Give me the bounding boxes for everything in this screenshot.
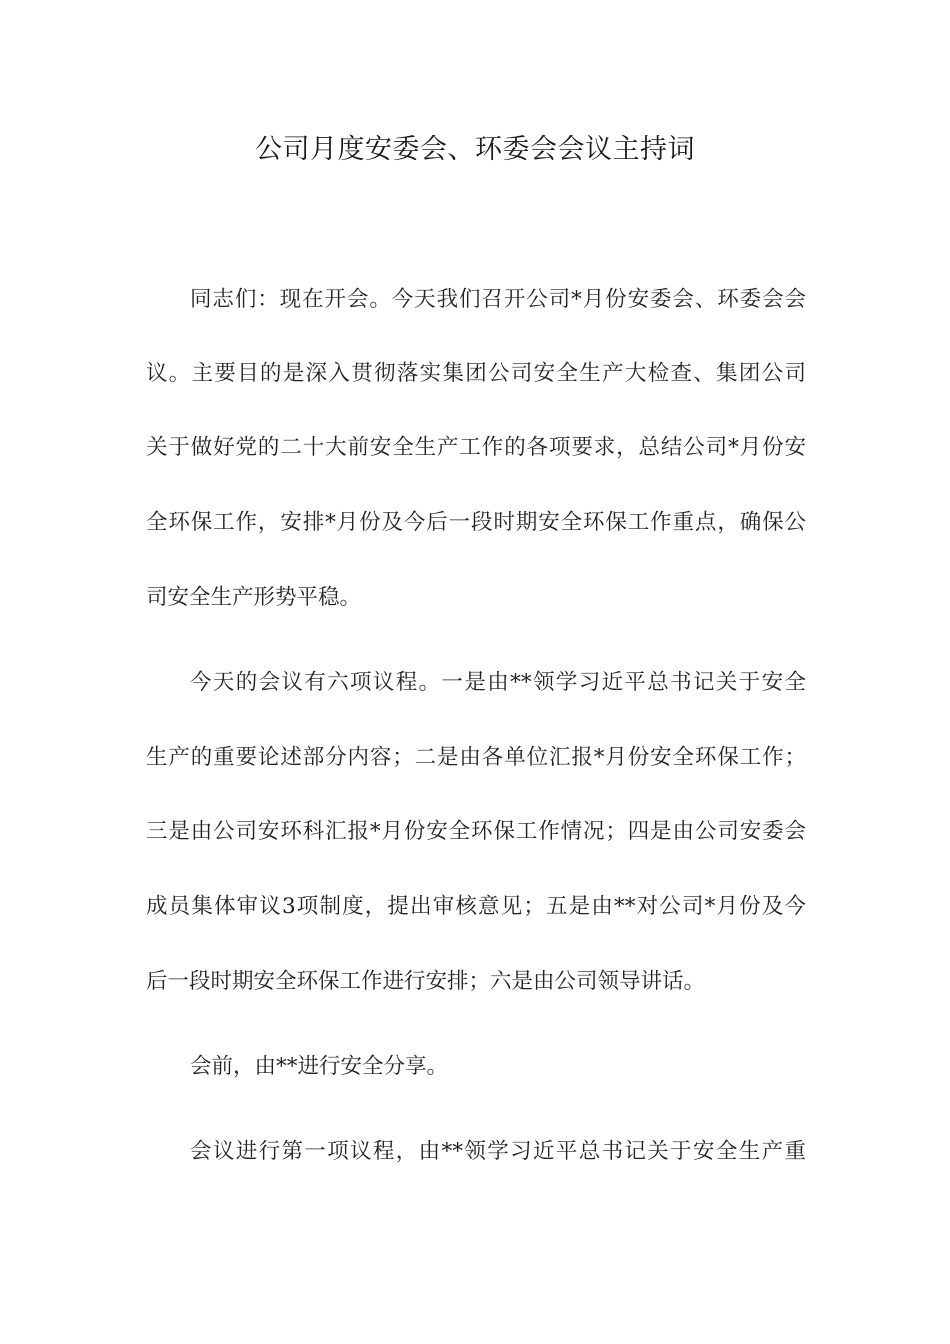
paragraph-line: 三是由公司安环科汇报*月份安全环保工作情况；四是由公司安委会: [146, 819, 806, 844]
paragraph-line: 司安全生产形势平稳。: [146, 585, 362, 610]
paragraph-line: 会前，由**进行安全分享。: [190, 1054, 449, 1079]
document-title: 公司月度安委会、环委会会议主持词: [255, 134, 695, 165]
paragraph-line: 全环保工作，安排*月份及今后一段时期安全环保工作重点，确保公: [146, 510, 806, 535]
paragraph-line: 生产的重要论述部分内容；二是由各单位汇报*月份安全环保工作；: [146, 745, 806, 770]
paragraph-line: 会议进行第一项议程，由**领学习近平总书记关于安全生产重: [190, 1139, 806, 1164]
paragraph-line: 后一段时期安全环保工作进行安排；六是由公司领导讲话。: [146, 969, 706, 994]
paragraph-line: 关于做好党的二十大前安全生产工作的各项要求，总结公司*月份安: [146, 435, 806, 460]
paragraph-line: 成员集体审议3项制度，提出审核意见；五是由**对公司*月份及今: [146, 894, 806, 919]
paragraph-line: 今天的会议有六项议程。一是由**领学习近平总书记关于安全: [190, 670, 806, 695]
paragraph-line: 同志们：现在开会。今天我们召开公司*月份安委会、环委会会: [190, 287, 806, 312]
paragraph-line: 议。主要目的是深入贯彻落实集团公司安全生产大检查、集团公司: [146, 361, 806, 386]
